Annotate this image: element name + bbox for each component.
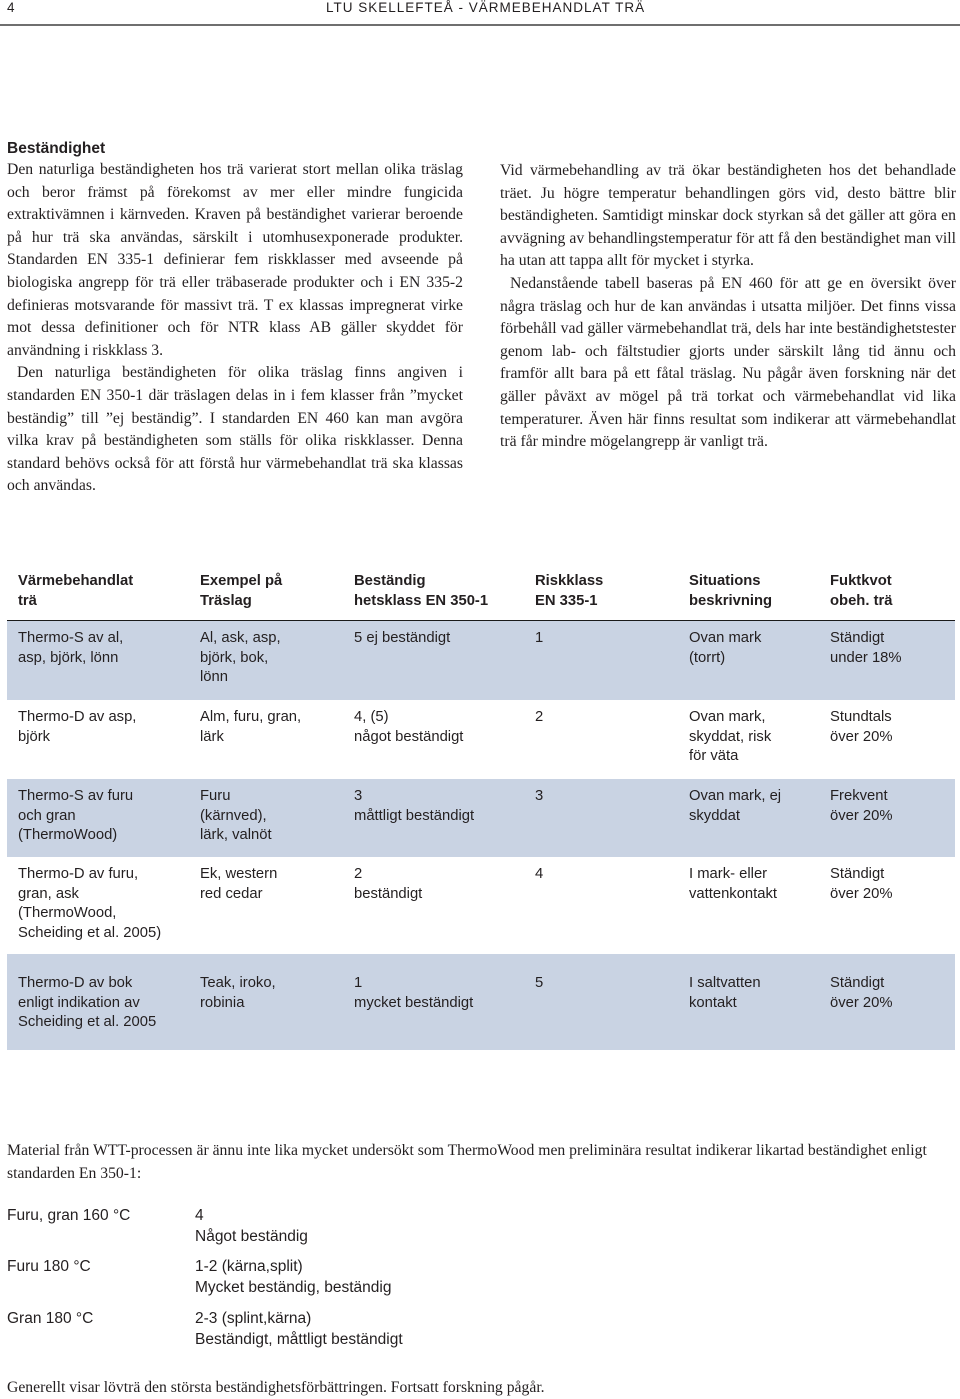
cell-text-line: Ständigt <box>830 630 885 646</box>
cell-text-line: 3 <box>535 788 544 804</box>
table-cell <box>830 621 955 668</box>
cell-text-line: Alm, furu, gran, <box>200 709 302 725</box>
right-column <box>500 160 956 454</box>
header-cell <box>200 566 340 611</box>
result-class: 1-2 (kärna,split) <box>195 1258 303 1275</box>
cell-text-line: (kärnved), <box>200 807 267 824</box>
table-cell <box>830 779 955 826</box>
cell-text-line: kontakt <box>689 994 737 1011</box>
wtt-note: Material från WTT-processen är ännu inte lika mycket undersökt som ThermoWood men preliminära resultat indikerar likartad beständighet enligt standarden En 350-1: <box>7 1142 927 1182</box>
cell-text-line: Ovan mark, ej <box>689 788 782 804</box>
cell-text-line: (ThermoWood) <box>18 827 118 844</box>
cell-text-line: Ovan mark, <box>689 709 766 725</box>
cell-text-line: mycket beständigt <box>354 994 474 1011</box>
table-cell <box>18 857 188 943</box>
table-cell <box>830 954 955 1013</box>
cell-text-line: enligt indikation av <box>18 994 140 1011</box>
table-cell <box>18 954 188 1033</box>
durability-table <box>7 566 955 1050</box>
cell-text-line: I saltvatten <box>689 975 761 991</box>
table-cell <box>689 700 819 767</box>
cell-text-line: lärk, valnöt <box>200 827 272 844</box>
table-cell <box>830 857 955 904</box>
table-row <box>7 621 955 700</box>
header-cell <box>830 566 955 611</box>
left-paragraph-1: Den naturliga beständigheten hos trä varierat stort mellan olika träslag och beror främst på förekomst av mer eller mindre fungicida extraktivämnen i kärnveden. Kraven på beständighet varierar beroende på hur trä ska användas, särskilt i utomhusexponerade produkter. Standarden EN 335-1 definierar fem riskklasser med avseende på biologiska angrepp för trä eller träbaserade produkter och i EN 335-2 definieras motsvarande för massivt trä. T ex klassas impregnerat virke mot dessa definitioner och för NTR klass AB gäller skyddet för användning i riskklass 3. <box>7 161 463 359</box>
cell-text-line: Furu <box>200 788 231 804</box>
cell-text-line: över 20% <box>830 728 893 745</box>
table-row <box>7 857 955 954</box>
cell-text-line: hetsklass EN 350-1 <box>354 592 489 609</box>
table-cell <box>535 700 675 728</box>
cell-text-line: 4 <box>535 866 544 882</box>
table-cell <box>535 857 675 885</box>
cell-text-line: 3 <box>354 788 363 804</box>
cell-text-line: asp, björk, lönn <box>18 649 119 666</box>
table-cell <box>830 700 955 747</box>
table-cell <box>18 700 188 747</box>
result-description: Något beständig <box>195 1227 308 1245</box>
cell-text-line: Träslag <box>200 592 252 609</box>
cell-text-line: Scheiding et al. 2005) <box>18 924 162 941</box>
table-cell <box>689 779 819 826</box>
cell-text-line: och gran <box>18 807 76 824</box>
table-cell <box>535 621 675 649</box>
table-cell <box>200 700 340 747</box>
cell-text-line: måttligt beständigt <box>354 807 475 824</box>
table-cell <box>200 621 340 688</box>
table-cell <box>18 621 188 668</box>
table-cell <box>354 621 524 649</box>
table-cell <box>200 857 340 904</box>
result-species: Furu, gran 160 °C <box>7 1207 131 1224</box>
cell-text-line: lärk <box>200 728 224 745</box>
cell-text-line: Ständigt <box>830 866 885 882</box>
header-rule <box>0 24 960 26</box>
table-cell <box>200 954 340 1013</box>
table-cell <box>535 779 675 807</box>
result-species: Furu 180 °C <box>7 1258 91 1275</box>
cell-text-line: beständigt <box>354 885 423 902</box>
table-cell <box>18 779 188 846</box>
page-number: 4 <box>7 0 16 15</box>
cell-text-line: Exempel på <box>200 573 283 589</box>
cell-text-line: 1 <box>535 630 544 646</box>
cell-text-line: Värmebehandlat <box>18 573 134 589</box>
cell-text-line: beskrivning <box>689 592 773 609</box>
cell-text-line: 5 ej beständigt <box>354 630 451 646</box>
cell-text-line: skyddat, risk <box>689 728 772 745</box>
cell-text-line: björk, bok, <box>200 649 269 666</box>
cell-text-line: Situations <box>689 573 761 589</box>
table-cell <box>689 857 819 904</box>
cell-text-line: över 20% <box>830 994 893 1011</box>
result-species: Gran 180 °C <box>7 1310 94 1327</box>
left-paragraph-2: Den naturliga beständigheten för olika träslag finns angiven i standarden EN 350-1 där träslagen delas in i fem klasser från ”mycket beständig” till ”ej beständig”. I standarden EN 460 kan man avgöra vilka krav på beständigheten som ställs för olika riskklasser. Denna standard behövs också för att förstå hur värmebehandlat trä ska klassas och användas. <box>7 364 463 495</box>
cell-text-line: över 20% <box>830 807 893 824</box>
cell-text-line: Thermo-D av furu, <box>18 866 139 882</box>
table-cell <box>354 954 524 1013</box>
running-title: LTU SKELLEFTEÅ - VÄRMEBEHANDLAT TRÄ <box>326 0 646 15</box>
cell-text-line: 1 <box>354 975 363 991</box>
cell-text-line: Thermo-D av asp, <box>18 709 137 725</box>
cell-text-line: 4, (5) <box>354 709 389 725</box>
cell-text-line: Beständig <box>354 573 426 589</box>
result-description: Beständigt, måttligt beständigt <box>195 1330 403 1348</box>
table-cell <box>689 954 819 1013</box>
result-class: 2-3 (splint,kärna) <box>195 1310 312 1327</box>
cell-text-line: Scheiding et al. 2005 <box>18 1014 157 1031</box>
cell-text-line: Ständigt <box>830 975 885 991</box>
cell-text-line: 2 <box>354 866 363 882</box>
right-paragraph-2: Nedanstående tabell baseras på EN 460 för att ge en översikt över några träslag och hur de kan användas i utsatta miljöer. Det finns vissa förbehåll vad gäller värmebehandlat trä, dels har inte beständighetstester genom lab- och fältstudier gjorts under särskilt lång tid ännu och framför allt bara på ett fåtal träslag. Nu pågår även forskning när det gäller påväxt av mögel på trä torkat och värmebehandlat vid lika temperaturer. Även här finns resultat som indikerar att värmebehandlat trä får mindre mögelangrepp är vanligt trä. <box>500 274 956 451</box>
cell-text-line: Teak, iroko, <box>200 975 276 991</box>
cell-text-line: skyddat <box>689 807 740 824</box>
cell-text-line: Stundtals <box>830 709 892 725</box>
table-cell <box>354 779 524 826</box>
cell-text-line: Thermo-S av al, <box>18 630 124 646</box>
cell-text-line: björk <box>18 728 51 745</box>
cell-text-line: Riskklass <box>535 573 604 589</box>
table-row <box>7 700 955 779</box>
table-cell <box>535 954 675 994</box>
cell-text-line: Thermo-S av furu <box>18 788 134 804</box>
table-cell <box>354 857 524 904</box>
header-cell <box>18 566 188 611</box>
section-heading: Beständighet <box>7 140 106 157</box>
cell-text-line: Fuktkvot <box>830 573 892 589</box>
result-description: Mycket beständig, beständig <box>195 1278 392 1296</box>
cell-text-line: I mark- eller <box>689 866 768 882</box>
cell-text-line: Thermo-D av bok <box>18 975 133 991</box>
cell-text-line: Ovan mark <box>689 630 762 646</box>
cell-text-line: 5 <box>535 975 544 991</box>
cell-text-line: red cedar <box>200 885 263 902</box>
cell-text-line: 2 <box>535 709 544 725</box>
cell-text-line: för väta <box>689 748 739 765</box>
cell-text-line: över 20% <box>830 885 893 902</box>
cell-text-line: robinia <box>200 994 245 1011</box>
header-cell <box>354 566 524 611</box>
cell-text-line: EN 335-1 <box>535 592 598 609</box>
table-cell <box>200 779 340 846</box>
right-paragraph-1: Vid värmebehandling av trä ökar beständigheten hos det behandlade träet. Ju högre temperatur behandlingen görs vid, desto bättre blir beständigheten. Samtidigt minskar dock styrkan så det gäller att göra en avvägning av behandlingstemperatur för att få den beständighet man vill ha utan att tappa allt för mycket i styrka. <box>500 162 956 270</box>
table-cell <box>689 621 819 668</box>
header-cell <box>689 566 819 611</box>
cell-text-line: under 18% <box>830 649 902 666</box>
table-row <box>7 954 955 1050</box>
page-header <box>0 0 960 26</box>
cell-text-line: obeh. trä <box>830 592 893 609</box>
table-row <box>7 779 955 857</box>
cell-text-line: (torrt) <box>689 649 726 666</box>
conclusion-text: Generellt visar lövträ den största beständighetsförbättringen. Fortsatt forskning pågår. <box>7 1379 545 1396</box>
result-class: 4 <box>195 1207 204 1224</box>
cell-text-line: Frekvent <box>830 788 888 804</box>
table-header-row <box>7 566 955 621</box>
left-column <box>7 138 463 498</box>
cell-text-line: vattenkontakt <box>689 885 778 902</box>
cell-text-line: trä <box>18 592 37 609</box>
cell-text-line: något beständigt <box>354 728 464 745</box>
table-cell <box>354 700 524 747</box>
header-cell <box>535 566 675 611</box>
cell-text-line: Ek, western <box>200 866 278 882</box>
cell-text-line: (ThermoWood, <box>18 905 117 922</box>
cell-text-line: gran, ask <box>18 885 79 902</box>
cell-text-line: lönn <box>200 669 228 686</box>
cell-text-line: Al, ask, asp, <box>200 630 281 646</box>
